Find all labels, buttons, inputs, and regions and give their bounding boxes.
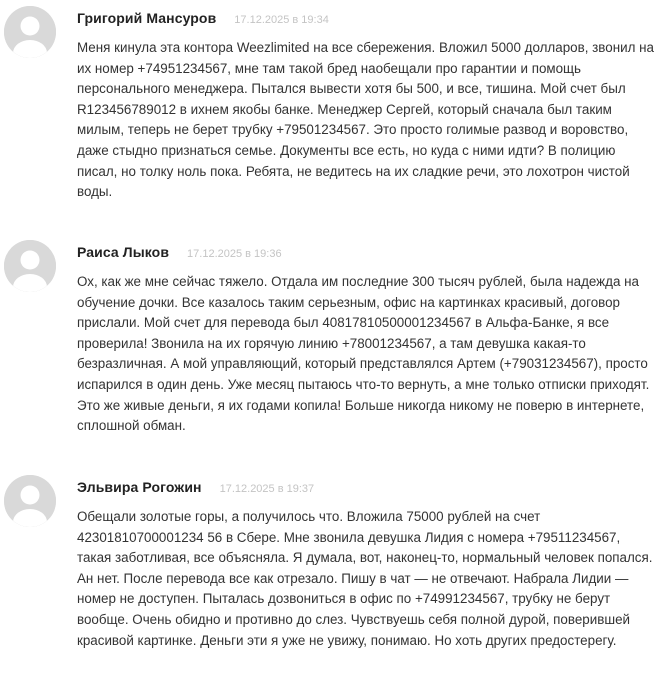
comment-author[interactable]: Эльвира Рогожин xyxy=(77,479,202,495)
comment-author[interactable]: Раиса Лыков xyxy=(77,244,170,260)
comment-date[interactable]: 17.12.2025 в 19:34 xyxy=(234,14,329,26)
comment-date[interactable]: 17.12.2025 в 19:36 xyxy=(187,248,282,260)
avatar[interactable] xyxy=(4,475,56,527)
comment-text: Меня кинула эта контора Weezlimited на все сбережения. Вложил 5000 долларов, звонил на их номер +74951234567, мне там такой бред наобещали про гарантии и помощь персонального менеджера. Пытался вывести хотя бы 500, и все, тишина. Мой счет был R123456789012 в ихнем якобы банке. Менеджер Сергей, который сначала был таким милым, теперь не берет трубку +79501234567. Это просто голимые развод и воровство, даже стыдно признаться семье. Документы все есть, но куда с ними идти? В полицию писал, но толку ноль пока. Ребята, не ведитесь на их сладкие речи, это лохотрон чистой воды. xyxy=(77,40,654,200)
default-user-icon xyxy=(4,240,56,292)
comment-header xyxy=(77,10,329,30)
default-user-icon xyxy=(4,6,56,58)
default-user-icon xyxy=(4,475,56,527)
comment-text: Обещали золотые горы, а получилось что. Вложила 75000 рублей на счет 42301810700001234 56 в Сбере. Мне звонила девушка Лидия с номера +79511234567, такая заботливая, все объясняла. Я думала, вот, наконец-то, нормальный человек попался. Ан нет. После перевода все как отрезало. Пишу в чат — не отвечают. Набрала Лидии — номер не доступен. Пыталась дозвониться в офис по +74991234567, трубку не берут вообще. Очень обидно и противно до слез. Чувствуешь себя полной дурой, поверившей красивой картинке. Деньги эти я уже не увижу, понимаю. Но хоть других предостерегу. xyxy=(77,509,653,648)
comment-author[interactable]: Григорий Мансуров xyxy=(77,10,217,26)
comment-date[interactable]: 17.12.2025 в 19:37 xyxy=(219,483,315,495)
comment-header xyxy=(77,244,282,264)
comment-header xyxy=(77,479,314,499)
avatar[interactable] xyxy=(4,6,56,58)
avatar[interactable] xyxy=(4,240,56,292)
comment-text: Ох, как же мне сейчас тяжело. Отдала им последние 300 тысяч рублей, была надежда на обучение дочки. Все казалось таким серьезным, офис на картинках красивый, договор прислали. Мой счет для перевода был 40817810500001234567 в Альфа-Банке, я все проверила! Звонила на их горячую линию +78001234567, а там девушка какая-то безразличная. А мой управляющий, который представлялся Артем (+79031234567), просто испарился в один день. Уже месяц пытаюсь что-то вернуть, а мне только отписки приходят. Это же живые деньги, я их годами копила! Больше никогда никому не поверю в интернете, сплошной обман. xyxy=(77,274,650,434)
